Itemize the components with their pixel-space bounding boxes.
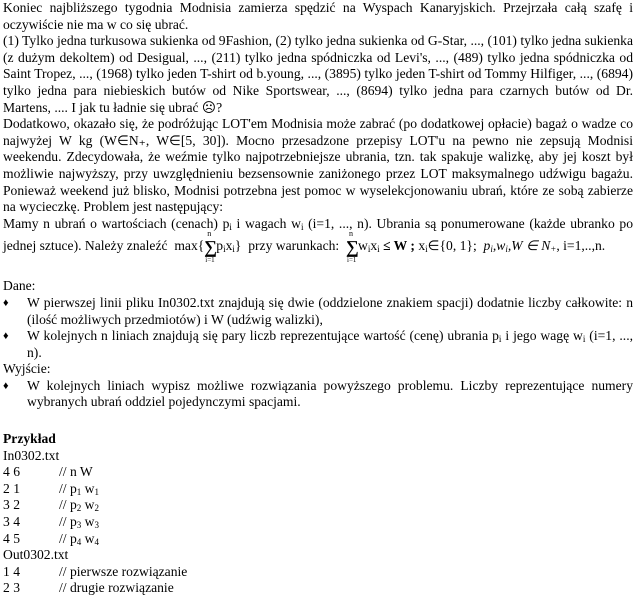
dane-heading: Dane: [3, 278, 36, 294]
text: 4 [94, 536, 99, 547]
text: 2 1 [3, 480, 20, 496]
text: x [225, 238, 233, 254]
text: // p [59, 530, 77, 546]
text: i [300, 221, 304, 232]
text: w [81, 530, 95, 546]
text: 2 3 [3, 580, 20, 596]
text: 3 [94, 520, 99, 531]
input-row [3, 481, 633, 498]
input-row [3, 464, 633, 481]
text: 2 [94, 503, 99, 514]
text: // n W [59, 464, 93, 480]
text: w [81, 480, 95, 496]
text: // pierwsze rozwiązanie [59, 563, 188, 579]
output-row [3, 564, 633, 581]
text: ,W ∈ N [507, 238, 551, 254]
text: W kolejnych n liniach znajdują się pary liczb reprezentujące wartość (cenę) ubrania p [27, 328, 499, 344]
text: 4 [76, 536, 82, 547]
text: ∈{0, 1}; [427, 238, 477, 254]
wyjscie-bullet-1 [3, 378, 633, 411]
text: p [216, 238, 224, 254]
text: (i=1, ..., n). Ubrania są ponumerowane (każde ubranko po [303, 215, 633, 231]
intro-paragraph-1: Koniec najbliższego tygodnia Modnisia zamierza spędzić na Wyspach Kanaryjskich. Przejrzała całą szafę i oczywiście nie ma w co się ubrać. [3, 0, 633, 32]
intro-paragraph-3: Dodatkowo, okazało się, że podróżując LOT'em Modnisia może zabrać (po dodatkowej opłacie) bagaż o wadze co najwyżej W kg (W∈N₊, W∈[5, 30]). Mocno przesadzone przepisy LOT'u na pewno nie zepsują Modnisi weekendu. Zdecydowała, że weźmie tylko najpotrzebniejsze ubrania, tzn. tak spakuje walizkę, aby jej koszt był możliwie najwyższy, przy uwzględnieniu bezsensownie zaniżonego przez LOT maksymalnego udźwigu bagażu. Ponieważ weekend już blisko, Modnisi potrzebna jest pomoc w wyselekcjonowaniu ubrań, które ze sobą zabierze na wycieczkę. Problem jest następujący: [3, 116, 633, 215]
text: 1 [76, 486, 82, 497]
text: 3 2 [3, 497, 20, 513]
bullet-icon: ♦ [3, 330, 9, 343]
text: i [229, 221, 232, 232]
text: 4 5 [3, 530, 20, 546]
problem-statement [3, 216, 633, 233]
document [3, 0, 633, 597]
text: } [234, 238, 242, 254]
text: , i=1,..,n. [556, 238, 606, 254]
output-row [3, 580, 633, 597]
input-row [3, 514, 633, 531]
dane-bullet-2 [3, 328, 633, 361]
text: 1 [94, 486, 99, 497]
text: i jego wagę w [501, 328, 583, 344]
text: ∑ [346, 237, 359, 258]
dane-bullet-1 [3, 295, 633, 328]
text: // p [59, 514, 77, 530]
text: 4 6 [3, 464, 20, 480]
text: x [418, 238, 426, 254]
text: 3 [76, 520, 82, 531]
wyjscie-heading: Wyjście: [3, 361, 51, 377]
output-filename: Out0302.txt [3, 547, 69, 563]
text: n [207, 229, 212, 239]
text: i [425, 244, 428, 255]
text: i wagach w [231, 215, 301, 231]
text: p [483, 238, 491, 254]
text: 2 [76, 503, 82, 514]
text: i [498, 334, 502, 345]
intro-paragraph-2: (1) Tylko jedna turkusowa sukienka od 9Fashion, (2) tylko jedna sukienka od G-Star, ..., (101) tylko jedna sukienka (z dużym dekoltem) od Desigual, ..., (211) tylko jedna spódniczka od Levi's, ..., (489) tylko jedna spódniczka od Saint Tropez, ..., (1968) tylko jeden T-shirt od b.young, ..., (3895) tylko jeden T-shirt od Tommy Hilfiger, ..., (6894) tylko jedna para niebieskich butów od Nike Sportswear, ..., (8694) tylko jedna para czarnych butów od Dr. Martens, .... I jak tu ładnie się ubrać ☹? [3, 33, 633, 115]
text: 3 4 [3, 514, 20, 530]
text: n [349, 229, 353, 239]
example-heading: Przykład [3, 431, 56, 447]
text: w [358, 238, 368, 254]
sum-symbol-1 [204, 229, 218, 265]
text: W kolejnych liniach wypisz możliwe rozwiązania powyższego problemu. Liczby reprezentujące numery wybranych ubrań oddziel pojedynczymi spacjami. [27, 377, 633, 410]
text: // drugie rozwiązanie [59, 580, 174, 596]
text: w [81, 497, 95, 513]
text: (i=1, ..., n). [27, 328, 634, 360]
text: i=1 [347, 256, 357, 265]
text: ∑ [204, 237, 218, 258]
input-row [3, 531, 633, 548]
text: i [377, 244, 380, 255]
text: w [81, 514, 95, 530]
text: i [232, 244, 235, 255]
text: Mamy n ubrań o wartościach (cenach) p [3, 215, 230, 231]
text: ,w [492, 238, 506, 254]
text: W pierwszej linii pliku In0302.txt znajdują się dwie (oddzielone znakiem spacji) dodatnie liczby całkowite: n (ilość możliwych przedmiotów) i W (udźwig walizki), [27, 294, 633, 327]
text: // p [59, 497, 77, 513]
sum-symbol-2 [346, 229, 359, 265]
bullet-icon: ♦ [3, 379, 9, 392]
text: x [370, 238, 378, 254]
text: i [582, 334, 586, 345]
text: i [223, 244, 226, 255]
text: ≤ W ; [383, 238, 415, 254]
text: przy warunkach: [248, 238, 340, 254]
text: i [367, 244, 371, 255]
text: jednej sztuce). Należy znaleźć [3, 238, 168, 254]
text: + [550, 244, 557, 255]
bullet-icon: ♦ [3, 296, 9, 309]
objective-formula [3, 229, 633, 266]
text: 1 4 [3, 563, 20, 579]
input-row [3, 497, 633, 514]
text: i=1 [205, 256, 215, 265]
input-filename: In0302.txt [3, 447, 60, 463]
text: i [490, 244, 493, 255]
text: i [505, 244, 508, 255]
text: // p [59, 480, 77, 496]
text: max{ [174, 238, 205, 254]
